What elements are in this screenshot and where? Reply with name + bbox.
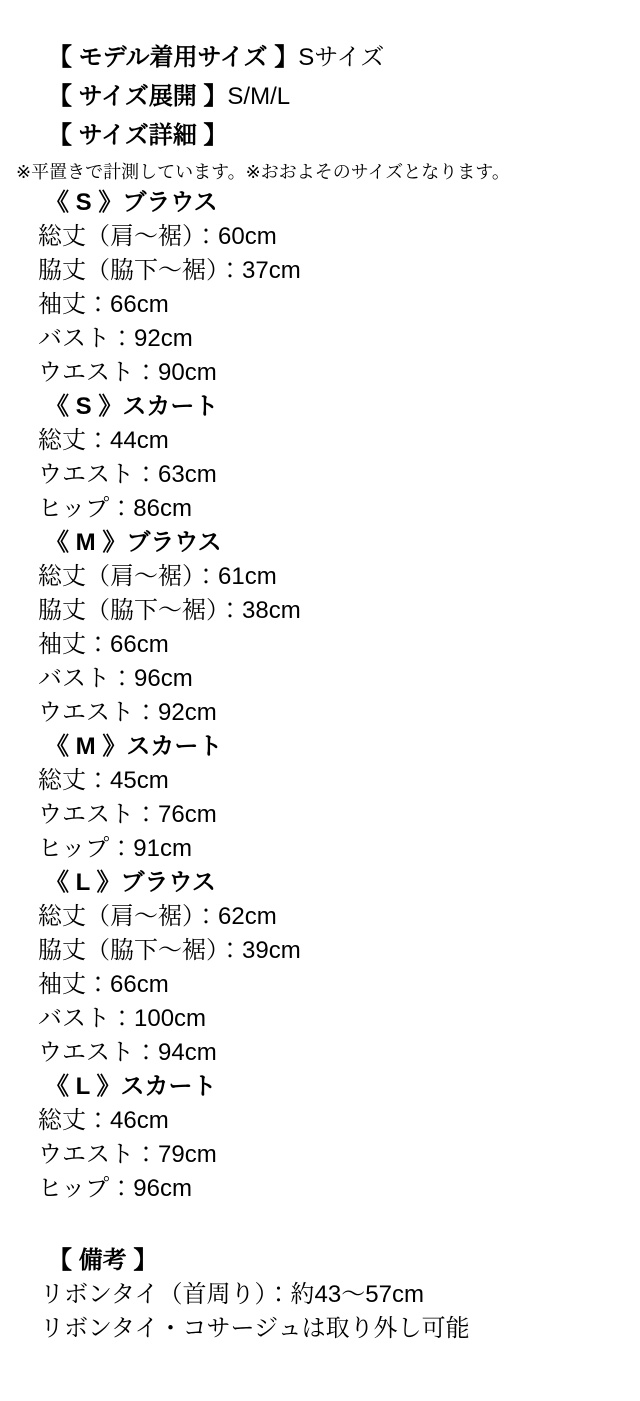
size-row: ウエスト：76cm [38, 801, 217, 828]
size-row: バスト：100cm [38, 1005, 207, 1032]
size-row: 袖丈：66cm [38, 631, 169, 658]
size-row: 脇丈（脇下〜裾）：38cm [38, 597, 301, 624]
remarks-heading: 【 備考 】 [48, 1247, 158, 1274]
size-section-s-skirt [0, 390, 640, 526]
size-row: ヒップ：96cm [38, 1175, 192, 1202]
remarks-row: リボンタイ（首周り）：約43〜57cm [40, 1281, 424, 1308]
size-section-l-blouse [0, 866, 640, 1070]
size-section-s-blouse [0, 186, 640, 390]
size-row: 総丈：44cm [38, 427, 169, 454]
size-row: ウエスト：94cm [38, 1039, 217, 1066]
size-row: 総丈：46cm [38, 1107, 169, 1134]
size-row: ウエスト：90cm [38, 359, 217, 386]
size-detail-label: 【 サイズ詳細 】 [48, 122, 228, 149]
size-row: 袖丈：66cm [38, 971, 169, 998]
size-detail-heading [48, 121, 640, 151]
measurement-note: ※平置きで計測しています。※おおよそのサイズとなります。 [16, 162, 510, 182]
size-row: ウエスト：79cm [38, 1141, 217, 1168]
size-row: 袖丈：66cm [38, 291, 169, 318]
size-range-label: 【 サイズ展開 】 [48, 83, 228, 110]
size-section-heading: 《 L 》スカート [45, 1073, 217, 1100]
model-size-value: Sサイズ [298, 44, 385, 71]
size-row: ヒップ：91cm [38, 835, 192, 862]
size-section-heading: 《 L 》ブラウス [45, 869, 216, 896]
size-row: ウエスト：92cm [38, 699, 217, 726]
size-section-m-skirt [0, 730, 640, 866]
size-row: 総丈：45cm [38, 767, 169, 794]
size-section-l-skirt [0, 1070, 640, 1206]
size-list [0, 186, 640, 1206]
size-row: バスト：92cm [38, 325, 193, 352]
size-section-heading: 《 M 》スカート [45, 733, 223, 760]
size-row: ウエスト：63cm [38, 461, 217, 488]
remarks-section [0, 1244, 640, 1346]
size-section-heading: 《 S 》ブラウス [45, 189, 218, 216]
size-row: 総丈（肩〜裾）：60cm [38, 223, 277, 250]
size-row: バスト：96cm [38, 665, 193, 692]
size-row: 総丈（肩〜裾）：62cm [38, 903, 277, 930]
model-size-label: 【 モデル着用サイズ 】 [48, 44, 299, 71]
size-section-m-blouse [0, 526, 640, 730]
size-range-value: S/M/L [227, 83, 291, 110]
size-section-heading: 《 S 》スカート [45, 393, 219, 420]
size-row: 総丈（肩〜裾）：61cm [38, 563, 277, 590]
model-size-line [48, 43, 640, 73]
size-range-line [48, 82, 640, 112]
size-row: ヒップ：86cm [38, 495, 192, 522]
size-section-heading: 《 M 》ブラウス [45, 529, 222, 556]
size-row: 脇丈（脇下〜裾）：37cm [38, 257, 301, 284]
remarks-row: リボンタイ・コサージュは取り外し可能 [40, 1315, 470, 1342]
size-row: 脇丈（脇下〜裾）：39cm [38, 937, 301, 964]
